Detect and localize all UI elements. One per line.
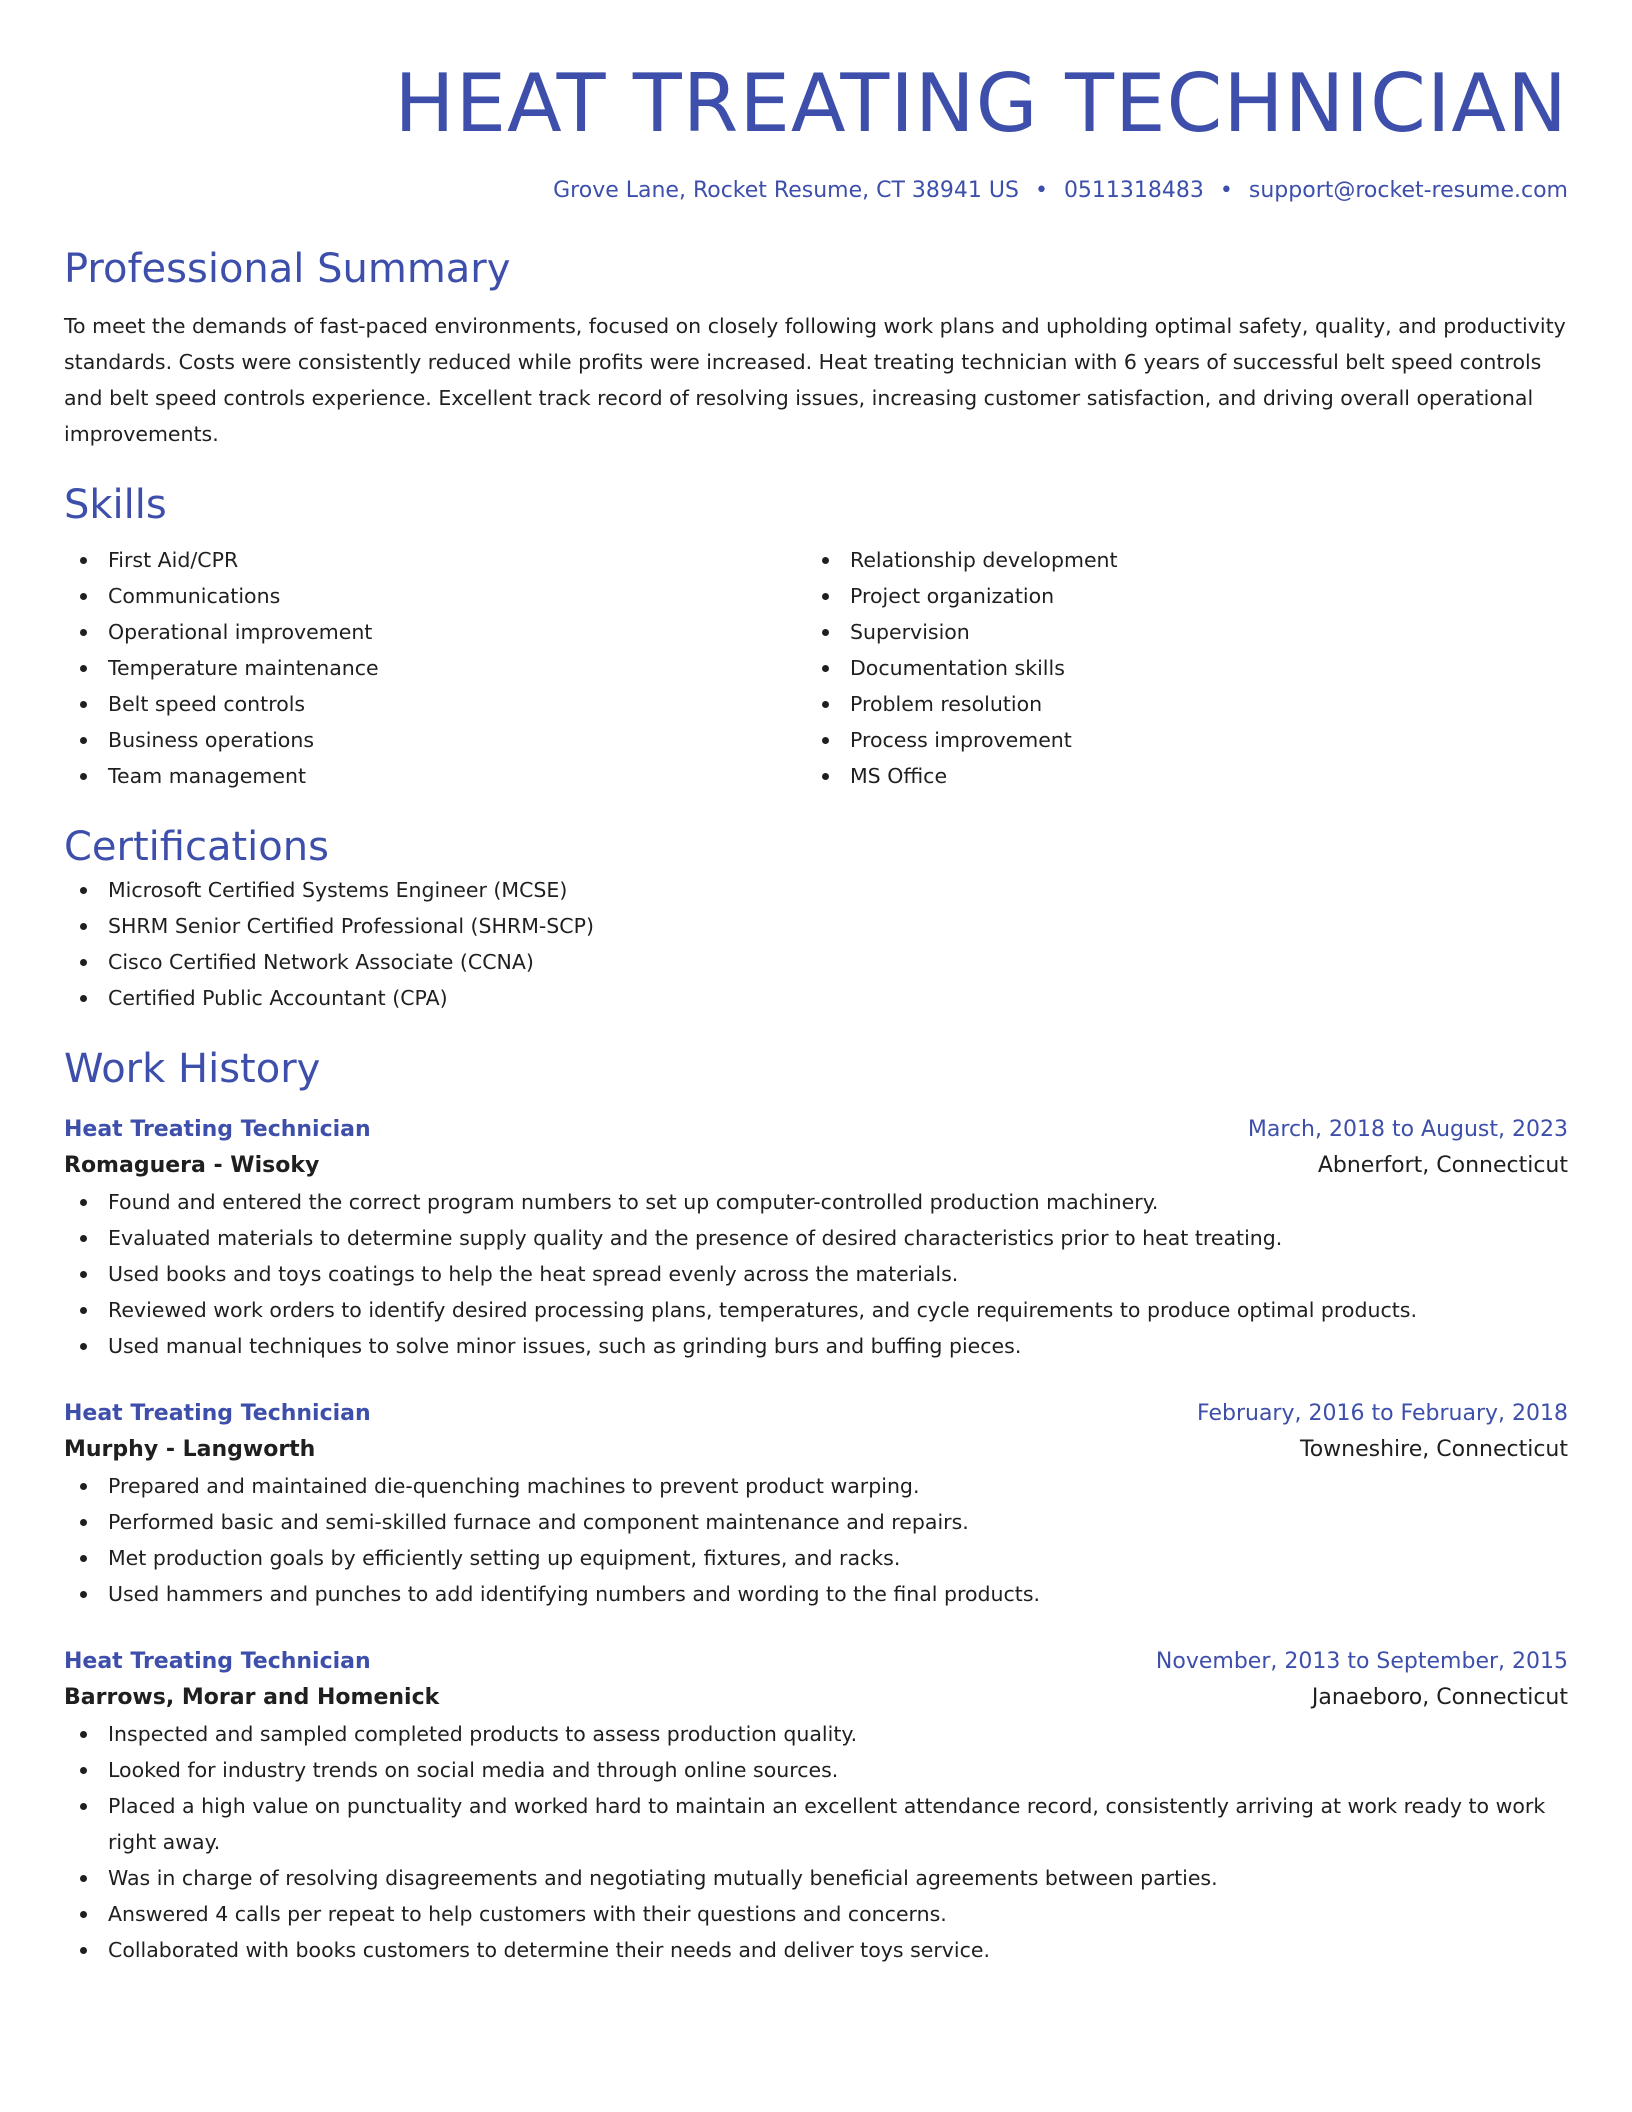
job-bullet: Collaborated with books customers to determine their needs and deliver toys service.: [64, 1932, 1568, 1968]
skills-heading: Skills: [64, 482, 167, 528]
job-bullet: Used books and toys coatings to help the heat spread evenly across the materials.: [64, 1256, 1568, 1292]
skill-item: Process improvement: [806, 722, 1548, 758]
skill-item: Communications: [64, 578, 806, 614]
skill-item: MS Office: [806, 758, 1548, 794]
job-header-row: [64, 1396, 1568, 1432]
contact-separator: •: [1034, 178, 1048, 203]
contact-email: support@rocket-resume.com: [1248, 178, 1568, 203]
skills-column-left: [64, 542, 806, 794]
skill-item: Documentation skills: [806, 650, 1548, 686]
contact-line: [64, 176, 1568, 206]
resume-page: [64, 0, 1568, 1968]
job-title: Heat Treating Technician: [64, 1117, 371, 1142]
job-bullet-list: [64, 1716, 1568, 1968]
skill-item: Problem resolution: [806, 686, 1548, 722]
job-location: Towneshire, Connecticut: [1300, 1437, 1568, 1462]
job-company-row: [64, 1148, 1568, 1184]
job-bullet: Used manual techniques to solve minor issues, such as grinding burs and buffing pieces.: [64, 1328, 1568, 1364]
job-company: Romaguera - Wisoky: [64, 1153, 320, 1178]
skill-item: Temperature maintenance: [64, 650, 806, 686]
job-bullet-list: [64, 1184, 1568, 1364]
job-entry: [64, 1112, 1568, 1364]
job-bullet-list: [64, 1468, 1568, 1612]
job-bullet: Answered 4 calls per repeat to help customers with their questions and concerns.: [64, 1896, 1568, 1932]
skill-item: Operational improvement: [64, 614, 806, 650]
job-company: Murphy - Langworth: [64, 1437, 316, 1462]
job-bullet: Used hammers and punches to add identifying numbers and wording to the final products.: [64, 1576, 1568, 1612]
job-location: Abnerfort, Connecticut: [1317, 1153, 1568, 1178]
skill-item: Supervision: [806, 614, 1548, 650]
contact-separator: •: [1219, 178, 1233, 203]
work-history-heading: Work History: [64, 1046, 321, 1092]
job-title: Heat Treating Technician: [64, 1401, 371, 1426]
job-bullet: Inspected and sampled completed products to assess production quality.: [64, 1716, 1568, 1752]
skill-item: Belt speed controls: [64, 686, 806, 722]
job-dates: March, 2018 to August, 2023: [1247, 1117, 1568, 1142]
job-entry: [64, 1396, 1568, 1612]
certification-item: Microsoft Certified Systems Engineer (MCSE): [64, 872, 1568, 908]
job-location: Janaeboro, Connecticut: [1311, 1685, 1568, 1710]
job-dates: November, 2013 to September, 2015: [1155, 1649, 1568, 1674]
resume-name: HEAT TREATING TECHNICIAN: [394, 57, 1568, 150]
job-entry: [64, 1644, 1568, 1968]
certifications-list: [64, 872, 1568, 1016]
job-company-row: [64, 1432, 1568, 1468]
summary-text: To meet the demands of fast-paced environments, focused on closely following work plans and upholding optimal safety, quality, and productivity standards. Costs were consistently reduced while profits were increased. Heat treating technician with 6 years of successful belt speed controls and belt speed controls experience. Excellent track record of resolving issues, increasing customer satisfaction, and driving overall operational improvements.: [64, 314, 1566, 446]
skill-item: Business operations: [64, 722, 806, 758]
certifications-heading: Certifications: [64, 824, 329, 870]
job-company-row: [64, 1680, 1568, 1716]
skill-item: Project organization: [806, 578, 1548, 614]
skill-item: Team management: [64, 758, 806, 794]
job-bullet: Looked for industry trends on social media and through online sources.: [64, 1752, 1568, 1788]
skills-grid: [64, 542, 1568, 794]
job-bullet: Prepared and maintained die-quenching machines to prevent product warping.: [64, 1468, 1568, 1504]
job-title: Heat Treating Technician: [64, 1649, 371, 1674]
certification-item: Certified Public Accountant (CPA): [64, 980, 1568, 1016]
job-bullet: Placed a high value on punctuality and worked hard to maintain an excellent attendance record, consistently arriving at work ready to work right away.: [64, 1788, 1568, 1860]
job-company: Barrows, Morar and Homenick: [64, 1685, 440, 1710]
job-bullet: Reviewed work orders to identify desired processing plans, temperatures, and cycle requirements to produce optimal products.: [64, 1292, 1568, 1328]
certification-item: SHRM Senior Certified Professional (SHRM-SCP): [64, 908, 1568, 944]
job-header-row: [64, 1644, 1568, 1680]
job-bullet: Evaluated materials to determine supply quality and the presence of desired characteristics prior to heat treating.: [64, 1220, 1568, 1256]
summary-heading: Professional Summary: [64, 246, 511, 292]
job-bullet: Found and entered the correct program numbers to set up computer-controlled production machinery.: [64, 1184, 1568, 1220]
contact-phone: 0511318483: [1063, 178, 1204, 203]
job-dates: February, 2016 to February, 2018: [1197, 1401, 1568, 1426]
certification-item: Cisco Certified Network Associate (CCNA): [64, 944, 1568, 980]
skills-list-right: [806, 542, 1548, 794]
job-bullet: Was in charge of resolving disagreements and negotiating mutually beneficial agreements between parties.: [64, 1860, 1568, 1896]
skills-column-right: [806, 542, 1548, 794]
skill-item: First Aid/CPR: [64, 542, 806, 578]
contact-address: Grove Lane, Rocket Resume, CT 38941 US: [553, 178, 1019, 203]
job-header-row: [64, 1112, 1568, 1148]
job-bullet: Met production goals by efficiently setting up equipment, fixtures, and racks.: [64, 1540, 1568, 1576]
job-bullet: Performed basic and semi-skilled furnace and component maintenance and repairs.: [64, 1504, 1568, 1540]
skill-item: Relationship development: [806, 542, 1548, 578]
skills-list-left: [64, 542, 806, 794]
